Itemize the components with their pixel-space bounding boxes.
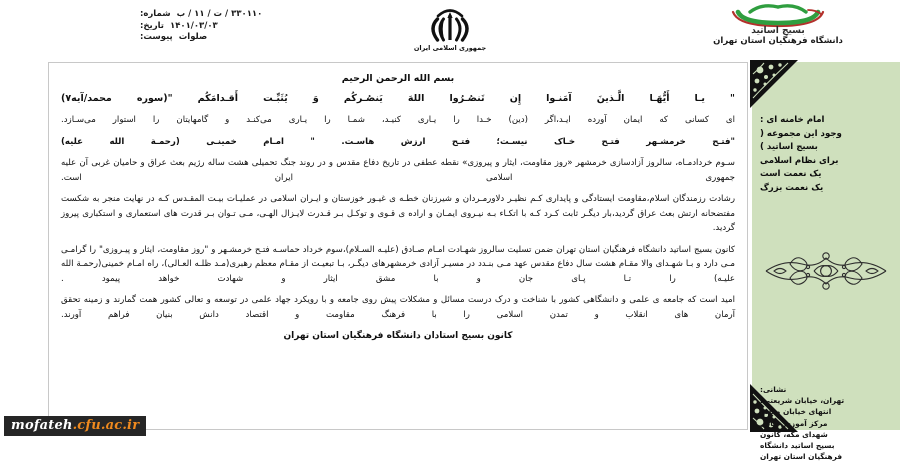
ornament-corner-top-icon [750,60,798,108]
address-block [760,384,890,462]
side-panel [752,62,900,462]
paragraph-ayah-translation: ای کسانی که ایمان آورده ایـد،اگر (دین) خـدا را یـاری کنیـد، شمـا را یـاری می‌کنـد و گامهایتان را استوار می‌سـازد. [61,115,735,125]
national-emblem-caption: جمهوری اسلامی ایران [413,44,487,52]
site-url-watermark[interactable] [4,416,146,436]
paragraph-closing-hope: امید است که جامعه ی علمی و دانشگاهی کشور با شناخت و درک درست مسائل و مشکلات پیش روی جامعه و با رویکرد جهاد علمی در توسعه و تعالی کشور همت گمارند و زمینه تحقق آرمان های انقلاب و تمدن اسلامی را با فرهنگ مقاومت و اقتصاد دانش بنیان فراهم آورند. [61,295,735,320]
watermark-secondary-text: .cfu.ac.ir [72,418,140,433]
address-line-1: انتهای خیابان معلم، [760,407,832,417]
paragraph-basij-canon-message: کانون بسیج اساتید دانشگاه فرهنگیان استان تهران ضمن تسلیت سالروز شهـادت امـام صـادق (علیـه السـلام)،سوم خرداد حماسـه فتـح خرمشـهر و "روز مقاومت، ایثار و پیـروزی" را گرامـی مـی دارد و بـا شهـدای والا مقـام هشت سال دفاع مقدس عهد مـی بنـدد در مسیـر آزادی خرمشهرهای دیگـر، بـا تبعیـت از مقـام معظم رهبری(مـد ظلـه العـالی)، راه امـام خمینی(رحمـة الله علیـه) را تـا پـای جان و با مشق ایثار و شهادت خواهد پیمود . [61,244,735,284]
paragraph-imam-khomeini-quote: "فتـح خرمشـهر فتـح خـاک نیسـت؛ فتـح ارزش هاسـت. " امـام خمینـی (رحمـة الله علیه) [61,136,735,147]
iran-national-emblem-icon [427,3,473,43]
letter-number-label: شماره: [140,9,171,19]
document-sheet [48,62,748,430]
letter-attachment-value: صلوات [178,32,208,42]
quran-ayah: " یـا أَیُّهَـا الَّـذینَ آمَنـوا إِن تَنصُـرُوا اللهَ یَنصُـرکُم وَ یُثَبِّـت أَقـدامَکُم "(سوره محمد/آیه۷) [61,93,735,104]
letter-number-value: ۳۳۰۱۱۰ / ت / ۱۱ / ب [176,9,263,19]
address-heading: نشانی: [760,385,787,394]
address-line-5: فرهنگیان استان تهران [760,452,843,462]
document-signature: کانون بسیج استادان دانشگاه فرهنگیان استان تهران [283,331,513,341]
address-line-4: بسیج اساتید دانشگاه [760,441,835,451]
university-logo-script: بسیج اساتید [751,26,805,36]
document-header-band [0,0,900,58]
university-logo-block [678,4,878,54]
letter-date-label: تاریخ: [140,20,164,31]
letter-date-row [140,21,345,33]
letter-attachment-label: پیوست: [140,32,173,42]
quote-line-5: یک نعمت بزرگ [760,182,824,193]
address-line-2: مرکز آموزش عالی [760,418,828,428]
ornamental-divider-wrap [752,240,900,302]
quote-line-4: یک نعمت است [760,169,822,179]
letter-date-value: ۱۴۰۱/۰۳/۰۳ [170,20,218,31]
address-line-0: تهران، خیابان شریعتی، [760,396,845,406]
ornamental-divider-icon [762,240,890,302]
letter-meta-block [140,9,345,44]
quote-line-1: وجود این مجموعه ( [760,128,842,139]
khamenei-quote-block [760,114,892,195]
quote-line-0: امام خامنه ای : [760,115,825,125]
university-logo-caption: دانشگاه فرهنگیان استان تهران [713,36,843,46]
address-line-3: شهدای مکه، کانون [760,429,828,439]
paragraph-third-khordad: سـوم خردادمـاه، سالروز آزادسازی خرمشهر «روز مقاومت، ایثار و پیروزی» نقطه عطفی در تاریخ دفاع مقدس و در روند جنگ تحمیلی هشت ساله رژیم بعث عراق و حامیان غربی آن علیه جمهوری اسلامی ایران است. [61,158,735,183]
quote-line-3: برای نظام اسلامی [760,155,839,166]
letter-attachment-row [140,32,345,44]
paragraph-resistance-body: رشادت رزمندگان اسلام،مقاومت ایستادگی و پایداری کـم نظیـر دلاورمـردان و شیرزنان خطـه ی غیـور خوزستان و ایـران اسلامی در عملیـات بیـت المقـدس کـه در نهایت منجر به شکست مفتضحانه ارتش بعث عراق گردید،بار دیگـر ثابت کـرد کـه با اتکـاء بـه نیـروی ایمـان و اراده ی قـوی و توکـل بـر قـدرت لایـزال الهـی، مـی تـوان بـر قدرت های استعماری و استکباری پیروز گردید. [61,194,735,233]
quote-line-2: بسیج اساتید ) [760,142,818,152]
basmala-line: بسم الله الرحمن الرحیم [341,73,455,84]
letter-number-row [140,9,345,21]
document-body [49,63,747,345]
watermark-primary-text: mofateh [11,418,73,433]
